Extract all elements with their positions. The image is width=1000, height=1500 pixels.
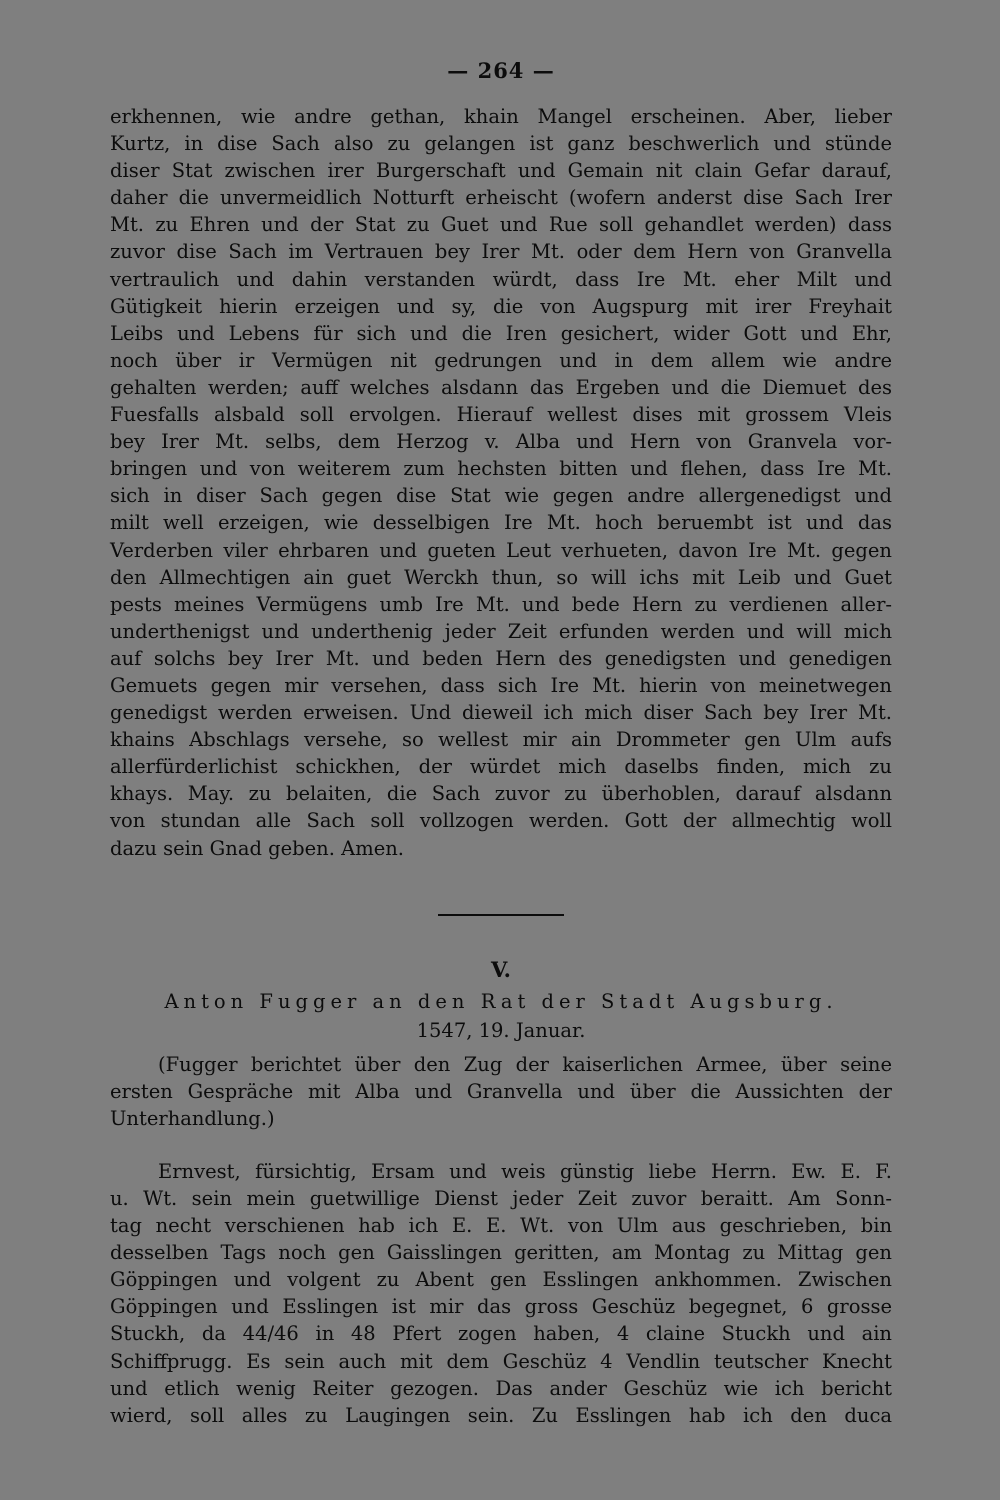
- body-line: Göppingen und volgent zu Abent gen Esslingen ankhommen. Zwischen: [110, 1268, 892, 1292]
- text-line: dazu sein Gnad geben. Amen.: [110, 836, 404, 860]
- letter-continuation-paragraph: [110, 103, 892, 862]
- text-line: den Allmechtigen ain guet Werckh thun, so will ichs mit Leib und Guet: [110, 565, 892, 589]
- page-number: — 264 —: [447, 58, 555, 83]
- text-line: Gütigkeit hierin erzeigen und sy, die von Augspurg mit irer Freyhait: [110, 294, 892, 318]
- text-line: Gemuets gegen mir versehen, dass sich Ire Mt. hierin von meinetwegen: [110, 673, 892, 697]
- text-line: von stundan alle Sach soll vollzogen werden. Gott der allmechtig woll: [110, 809, 892, 833]
- text-line: pests meines Vermügens umb Ire Mt. und bede Hern zu verdienen aller-: [110, 592, 892, 616]
- text-line: bey Irer Mt. selbs, dem Herzog v. Alba und Hern von Granvela vor-: [110, 430, 892, 454]
- text-line: Kurtz, in dise Sach also zu gelangen ist ganz beschwerlich und stünde: [110, 132, 892, 156]
- body-line: u. Wt. sein mein guetwillige Dienst jeder Zeit zuvor beraitt. Am Sonn-: [110, 1187, 892, 1210]
- text-line: underthenigst und underthenig jeder Zeit erfunden werden und will mich: [110, 619, 892, 643]
- text-line: Verderben viler ehrbaren und gueten Leut verhueten, davon Ire Mt. gegen: [110, 538, 892, 562]
- text-line: Mt. zu Ehren und der Stat zu Guet und Rue soll gehandlet werden) dass: [110, 213, 892, 237]
- text-line: erkhennen, wie andre gethan, khain Mangel erscheinen. Aber, lieber: [110, 105, 892, 128]
- text-line: genedigst werden erweisen. Und dieweil ich mich diser Sach bey Irer Mt.: [110, 701, 892, 725]
- text-line: auf solchs bey Irer Mt. und beden Hern des genedigsten und genedigen: [110, 646, 892, 670]
- section-divider: [438, 914, 564, 916]
- text-line: milt well erzeigen, wie desselbigen Ire Mt. hoch beruembt ist und das: [110, 511, 892, 535]
- section-number: V.: [491, 956, 511, 982]
- text-line: zuvor dise Sach im Vertrauen bey Irer Mt. oder dem Hern von Granvella: [110, 240, 892, 264]
- letter-body: [110, 1158, 892, 1429]
- body-line: desselben Tags noch gen Gaisslingen geritten, am Montag zu Mittag gen: [110, 1241, 892, 1265]
- letter-title: Anton Fugger an den Rat der Stadt Augsburg.: [164, 989, 838, 1013]
- text-line: sich in diser Sach gegen dise Stat wie gegen andre allergenedigst und: [110, 484, 892, 508]
- text-line: allerfürderlichist schickhen, der würdet mich daselbs finden, mich zu: [110, 755, 892, 779]
- text-line: daher die unvermeidlich Notturft erheischt (wofern anderst dise Sach Irer: [110, 186, 892, 210]
- text-line: diser Stat zwischen irer Burgerschaft und Gemain nit clain Gefar darauf,: [110, 159, 892, 183]
- document-page: [110, 58, 892, 1429]
- text-line: Fuesfalls alsbald soll ervolgen. Hierauf wellest dises mit grossem Vleis: [110, 403, 892, 427]
- letter-date: 1547, 19. Januar.: [416, 1018, 586, 1042]
- body-line: und etlich wenig Reiter gezogen. Das ander Geschüz wie ich bericht: [110, 1376, 892, 1400]
- text-line: noch über ir Vermügen nit gedrungen und in dem allem wie andre: [110, 348, 892, 372]
- text-line: bringen und von weiterem zum hechsten bitten und flehen, dass Ire Mt.: [110, 457, 892, 481]
- body-line: Ernvest, fürsichtig, Ersam und weis günstig liebe Herrn. Ew. E. F.: [158, 1159, 892, 1183]
- text-line: khays. May. zu belaiten, die Sach zuvor zu überhoblen, darauf alsdann: [110, 782, 892, 806]
- body-line: wierd, soll alles zu Laugingen sein. Zu Esslingen hab ich den duca: [110, 1403, 892, 1427]
- body-line: Göppingen und Esslingen ist mir das gross Geschüz begegnet, 6 grosse: [110, 1295, 892, 1319]
- body-line: Schiffprugg. Es sein auch mit dem Geschüz 4 Vendlin teutscher Knecht: [110, 1349, 892, 1373]
- text-line: Leibs und Lebens für sich und die Iren gesichert, wider Gott und Ehr,: [110, 321, 892, 345]
- summary-line: Unterhandlung.): [110, 1106, 275, 1130]
- summary-line: ersten Gespräche mit Alba und Granvella und über die Aussichten der: [110, 1079, 892, 1103]
- text-line: khains Abschlags versehe, so wellest mir ain Drommeter gen Ulm aufs: [110, 728, 892, 752]
- text-line: vertraulich und dahin verstanden würdt, dass Ire Mt. eher Milt und: [110, 267, 892, 291]
- body-line: Stuckh, da 44/46 in 48 Pfert zogen haben, 4 claine Stuckh und ain: [110, 1322, 892, 1346]
- letter-summary: [110, 1051, 892, 1132]
- text-line: gehalten werden; auff welches alsdann das Ergeben und die Diemuet des: [110, 375, 892, 399]
- summary-line: (Fugger berichtet über den Zug der kaiserlichen Armee, über seine: [158, 1052, 892, 1076]
- body-line: tag necht verschienen hab ich E. E. Wt. von Ulm aus geschrieben, bin: [110, 1214, 892, 1238]
